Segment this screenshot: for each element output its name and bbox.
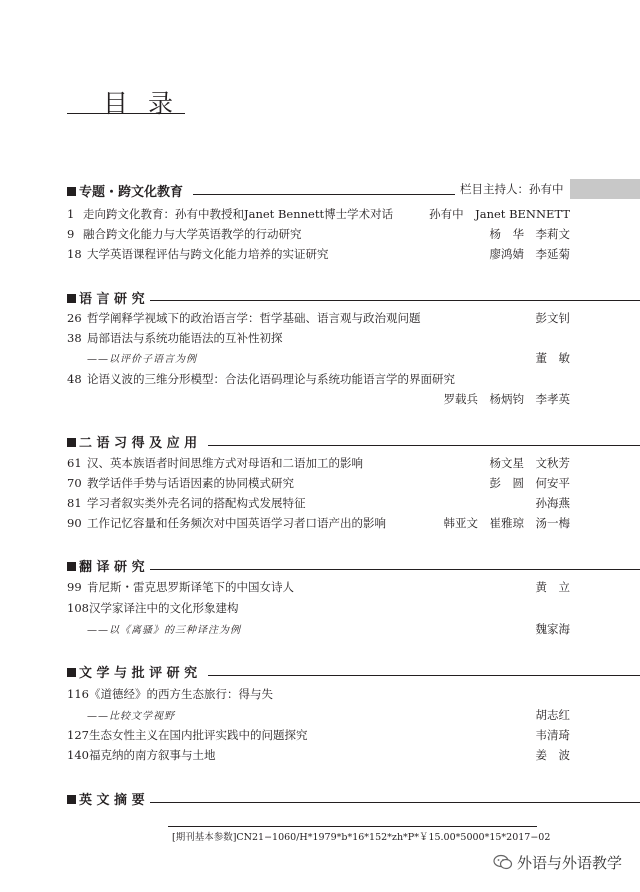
journal-parameters: [期刊基本参数]CN21−1060/H*1979*b*16*152*zh*P*￥15.00*5000*15*2017−02 bbox=[172, 832, 551, 843]
section-heading-translation: 翻 译 研 究 bbox=[67, 556, 145, 575]
section-rule bbox=[150, 569, 640, 570]
toc-authors: 胡志红 bbox=[535, 708, 570, 722]
toc-entry: 61 汉、英本族语者时间思维方式对母语和二语加工的影响 bbox=[67, 456, 363, 470]
toc-entry: 70 教学话伴手势与话语因素的协同模式研究 bbox=[67, 476, 294, 490]
toc-authors: 彭文钊 bbox=[535, 311, 570, 325]
toc-entry: 18 大学英语课程评估与跨文化能力培养的实证研究 bbox=[67, 247, 329, 261]
toc-authors: 韦清琦 bbox=[535, 728, 570, 742]
column-host: 栏目主持人：孙有中 bbox=[460, 182, 564, 196]
toc-authors: 廖鸿婧 李延菊 bbox=[489, 247, 570, 261]
section-heading-sla: 二 语 习 得 及 应 用 bbox=[67, 432, 197, 451]
section-heading-special-topic: 专题・跨文化教育 bbox=[67, 181, 183, 200]
toc-entry: 90 工作记忆容量和任务频次对中国英语学习者口语产出的影响 bbox=[67, 516, 386, 530]
toc-entry: 140福克纳的南方叙事与土地 bbox=[67, 748, 216, 762]
square-bullet-icon bbox=[67, 187, 76, 196]
section-heading-literature: 文 学 与 批 评 研 究 bbox=[67, 662, 197, 681]
toc-entry: 116《道德经》的西方生态旅行：得与失 bbox=[67, 687, 273, 701]
toc-entry: 108汉学家译注中的文化形象建构 bbox=[67, 601, 239, 615]
toc-authors: 魏家海 bbox=[535, 622, 570, 636]
toc-authors: 孙有中 Janet BENNETT bbox=[429, 207, 570, 221]
toc-authors: 韩亚文 崔雅琼 汤一梅 bbox=[443, 516, 570, 530]
title-underline bbox=[67, 113, 185, 114]
toc-authors: 孙海燕 bbox=[535, 496, 570, 510]
toc-entry: 9 融合跨文化能力与大学英语教学的行动研究 bbox=[67, 227, 302, 241]
watermark: 外语与外语教学 bbox=[493, 852, 622, 873]
page-title: 目 录 bbox=[103, 89, 179, 118]
square-bullet-icon bbox=[67, 668, 76, 677]
toc-entry: 38 局部语法与系统功能语法的互补性初探 bbox=[67, 331, 283, 345]
grey-tab-bar bbox=[570, 179, 640, 199]
toc-entry: 48 论语义波的三维分形模型：合法化语码理论与系统功能语言学的界面研究 bbox=[67, 372, 455, 386]
square-bullet-icon bbox=[67, 438, 76, 447]
toc-subtitle: ——比较文学视野 bbox=[87, 711, 175, 722]
wechat-icon bbox=[493, 854, 513, 870]
toc-authors: 黄 立 bbox=[535, 580, 570, 594]
toc-entry: 127生态女性主义在国内批评实践中的问题探究 bbox=[67, 728, 308, 742]
section-rule bbox=[193, 194, 455, 195]
toc-subtitle: ——以评价子语言为例 bbox=[87, 354, 197, 365]
square-bullet-icon bbox=[67, 562, 76, 571]
toc-entry: 81 学习者叙实类外壳名词的搭配构式发展特征 bbox=[67, 496, 306, 510]
toc-authors: 杨 华 李莉文 bbox=[489, 227, 570, 241]
toc-authors: 罗载兵 杨炳钧 李孝英 bbox=[443, 392, 570, 406]
section-rule bbox=[208, 675, 640, 676]
toc-entry: 26 哲学阐释学视域下的政治语言学：哲学基础、语言观与政治观问题 bbox=[67, 311, 421, 325]
toc-entry: 1 走向跨文化教育：孙有中教授和Janet Bennett博士学术对话 bbox=[67, 207, 394, 221]
toc-authors: 彭 圆 何安平 bbox=[489, 476, 570, 490]
toc-authors: 董 敏 bbox=[535, 351, 570, 365]
section-rule bbox=[150, 300, 640, 301]
section-heading-linguistics: 语 言 研 究 bbox=[67, 288, 145, 307]
toc-authors: 姜 波 bbox=[535, 748, 570, 762]
square-bullet-icon bbox=[67, 294, 76, 303]
toc-subtitle: ——以《离骚》的三种译注为例 bbox=[87, 625, 241, 636]
section-rule bbox=[208, 445, 640, 446]
square-bullet-icon bbox=[67, 795, 76, 804]
section-heading-english-abstracts: 英 文 摘 要 bbox=[67, 789, 145, 808]
toc-authors: 杨文星 文秋芳 bbox=[489, 456, 570, 470]
section-rule bbox=[150, 802, 640, 803]
toc-entry: 99 肯尼斯・雷克思罗斯译笔下的中国女诗人 bbox=[67, 580, 294, 594]
